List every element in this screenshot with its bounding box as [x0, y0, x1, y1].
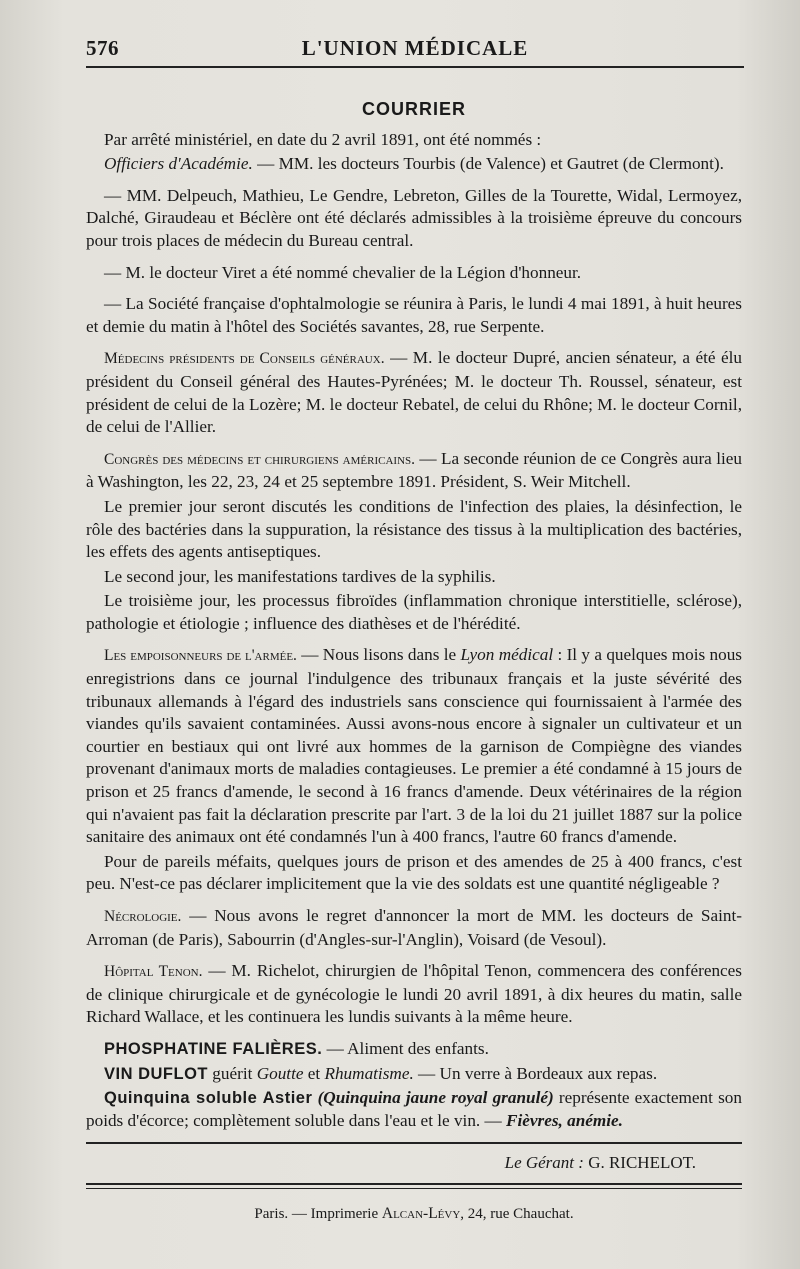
running-title: L'UNION MÉDICALE [301, 36, 529, 60]
paragraph: Par arrêté ministériel, en date du 2 avril 1891, ont été nommés : [104, 129, 542, 149]
paragraph: Le troisième jour, les processus fibroïdes (inflammation chronique interstitielle, sclérose), pathologie et étiologie ; influence des diathèses et de l'hérédité. [86, 591, 742, 633]
paragraph: Officiers d'Académie. — MM. les docteurs Tourbis (de Valence) et Gautret (de Clermont). [104, 154, 724, 174]
paragraph: — La Société française d'ophtalmologie se réunira à Paris, le lundi 4 mai 1891, à huit heures et demie du matin à l'hôtel des Sociétés savantes, 28, rue Serpente. [86, 294, 742, 336]
advertisement: PHOSPHATINE FALIÈRES. — Aliment des enfants. [104, 1038, 489, 1058]
rubric-label: Hôpital Tenon. [104, 963, 203, 981]
section-title: COURRIER [361, 99, 466, 119]
paragraph: Congrès des médecins et chirurgiens américains. — La seconde réunion de ce Congrès aura lieu à Washington, les 22, 23, 24 et 25 septembre 1891. Président, S. Weir Mitchell. [86, 448, 742, 492]
paragraph: Les empoisonneurs de l'armée. — Nous lisons dans le Lyon médical : Il y a quelques mois nous enregistrions dans ce journal l'indulgence des tribunaux français et la juste sévérité des tribunaux allemands à l'égard des industriels sans conscience qui fournissaient à l'armée des viandes qu'ils savaient contaminées. Aussi avons-nous encore à signaler un cultivateur et un courtier en bestiaux qui ont livré aux hommes de la garnison de Compiègne des viandes provenant d'animaux morts de maladies contagieuses. Le premier a été condamné à 15 jours de prison et 25 francs d'amende, le second à 16 francs d'amende. Deux vétérinaires de la région qui n'avaient pas fait la déclaration prescrite par l'art. 3 de la loi du 21 juillet 1887 sur la police sanitaire des animaux ont été condamnés l'un à 400 francs, l'autre 60 francs d'amende. [86, 645, 742, 847]
printer-imprint: Paris. — Imprimerie Alcan-Lévy, 24, rue Chauchat. [254, 1204, 574, 1222]
paragraph: — MM. Delpeuch, Mathieu, Le Gendre, Lebreton, Gilles de la Tourette, Widal, Lermoyez, Dalché, Giraudeau et Béclère ont été déclarés admissibles à la troisième épreuve du concours pour trois places de médecin du Bureau central. [86, 185, 742, 250]
rubric-label: Les empoisonneurs de l'armée. [104, 647, 297, 665]
rubric-label: Médecins présidents de Conseils généraux. [104, 350, 385, 368]
article-body [86, 98, 742, 1226]
rubric-label: Congrès des médecins et chirurgiens américains. [104, 450, 416, 468]
paragraph: Le second jour, les manifestations tardives de la syphilis. [104, 566, 496, 586]
paragraph: Pour de pareils méfaits, quelques jours de prison et des amendes de 25 à 400 francs, c'est peu. N'est-ce pas déclarer implicitement que la vie des soldats est une quantité négligeable ? [86, 851, 742, 894]
page-header [86, 34, 744, 68]
paragraph: Le premier jour seront discutés les conditions de l'infection des plaies, la désinfection, le rôle des bactéries dans la suppuration, la résistance des tissus à la multiplication des bactéries, les effets des agents antiseptiques. [86, 496, 742, 562]
divider [86, 1142, 742, 1144]
signature: Le Gérant : G. RICHELOT. [504, 1153, 696, 1173]
page-number: 576 [86, 36, 119, 60]
advertisement: Quinquina soluble Astier (Quinquina jaune royal granulé) représente exactement son poids d'écorce; complètement soluble dans l'eau et le vin. — Fièvres, anémie. [86, 1088, 742, 1130]
divider [86, 1183, 742, 1189]
paragraph: Nécrologie. — Nous avons le regret d'annoncer la mort de MM. les docteurs de Saint-Arroman (de Paris), Sabourrin (d'Angles-sur-l'Anglin), Voisard (de Vesoul). [86, 906, 742, 949]
paragraph: — M. le docteur Viret a été nommé chevalier de la Légion d'honneur. [104, 262, 582, 282]
paragraph: Hôpital Tenon. — M. Richelot, chirurgien de l'hôpital Tenon, commencera des conférences de clinique chirurgicale et de gynécologie le lundi 20 avril 1891, à dix heures du matin, salle Richard Wallace, et les continuera les lundis suivants à la même heure. [86, 961, 742, 1027]
paragraph: Médecins présidents de Conseils généraux. — M. le docteur Dupré, ancien sénateur, a été élu président du Conseil général des Hautes-Pyrénées; M. le docteur Th. Roussel, sénateur, est président de celui de la Lozère; M. le docteur Rebatel, de celui du Rhône; M. le docteur Cornil, de celui de l'Allier. [86, 348, 742, 437]
advertisement: VIN DUFLOT guérit Goutte et Rhumatisme. — Un verre à Bordeaux aux repas. [104, 1063, 658, 1083]
rubric-label: Nécrologie. [104, 908, 182, 925]
